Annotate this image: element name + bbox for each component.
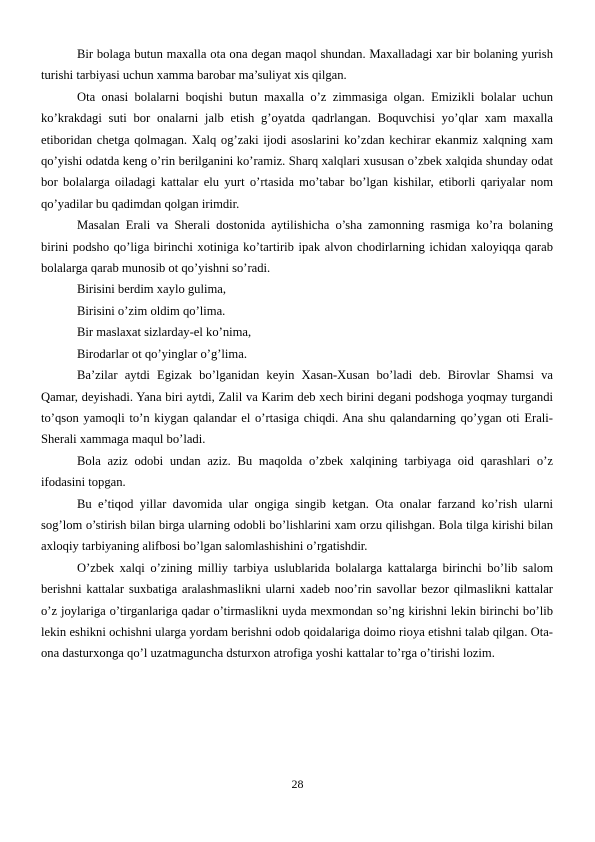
verse-line-1: Birisini berdim xaylo gulima, [77, 282, 227, 297]
verse-line-4: Birodarlar ot qo’yinglar o’g’lima. [77, 346, 247, 361]
verse-line-2: Birisini o’zim oldim qo’lima. [77, 303, 226, 318]
paragraph-4: Ba’zilar aytdi Egizak bo’lganidan keyin Xasan-Xusan bo’ladi deb. Birovlar Shamsi va Qamar, deyishadi. Yana biri aytdi, Zalil va Karim deb xech birini degani podshoga yoqmay turgandi to’qson yamoqli to’n kiygan qalandar el o’rtasiga chiqdi. Ana shu qalandarning qo’ygan oti Erali-Sherali xammaga maqul bo’ladi. [41, 368, 553, 447]
page-number: 28 [291, 777, 304, 791]
document-body [41, 44, 553, 665]
paragraph-2: Ota onasi bolalarni boqishi butun maxalla o’z zimmasiga olgan. Emizikli bolalar uchun ko’krakdagi suti bor onalarni jalb etish g’oyatda qadrlangan. Boquvchisi yo’qlar xam maxalla etiboridan chetga qolmagan. Xalq og’zaki ijodi asoslarini ko’zdan kechirar ekanmiz xalqning xam qo’yishi odatda keng o’rin berilganini ko’ramiz. Sharq xalqlari xususan o’zbek xalqida shunday odat bor bolalarga oiladagi kattalar elu yurt o’rtasida mo’tabar bo’lgan kishilar, etiborli qariyalar nom qo’yadilar bu qadimdan qolgan irimdir. [41, 89, 553, 211]
paragraph-1: Bir bolaga butun maxalla ota ona degan maqol shundan. Maxalladagi xar bir bolaning yurish turishi tarbiyasi uchun xamma barobar ma’suliyat xis qilgan. [41, 47, 553, 83]
paragraph-7: O’zbek xalqi o’zining milliy tarbiya uslublarida bolalarga kattalarga birinchi bo’lib salom berishni kattalar suxbatiga aralashmaslikni ularni xadeb noo’rin savollar bezor qilmaslikni kattalar o’z joylariga o’tirganlariga qadar o’tirmaslikni uyda mexmondan so’ng kirishni lekin birinchi bo’lib lekin eshikni ochishni ularga yordam berishni odob qoidalariga doimo rioya etishni talab qilgan. Ota-ona dasturxonga qo’l uzatmaguncha dsturxon atrofiga yoshi kattalar to’rga o’tirishi lozim. [41, 560, 553, 661]
paragraph-3: Masalan Erali va Sherali dostonida aytilishicha o’sha zamonning rasmiga ko’ra bolaning birini podsho qo’liga birinchi xotiniga ko’tartirib ipak alvon chodirlarning ichidan xaloyiqqa qarab bolalarga qarab munosib ot qo’yishni so’radi. [41, 218, 553, 276]
paragraph-6: Bu e’tiqod yillar davomida ular ongiga singib ketgan. Ota onalar farzand ko’rish ularni sog’lom o’stirish bilan birga ularning odobli bo’lishlarini xam orzu qilishgan. Bola tilga kirishi bilan axloqiy tarbiyaning alifbosi bo’lgan salomlashishini o’rgatishdir. [41, 496, 553, 554]
paragraph-5: Bola aziz odobi undan aziz. Bu maqolda o’zbek xalqining tarbiyaga oid qarashlari o’z ifodasini topgan. [41, 453, 553, 490]
verse-line-3: Bir maslaxat sizlarday-el ko’nima, [77, 325, 252, 340]
